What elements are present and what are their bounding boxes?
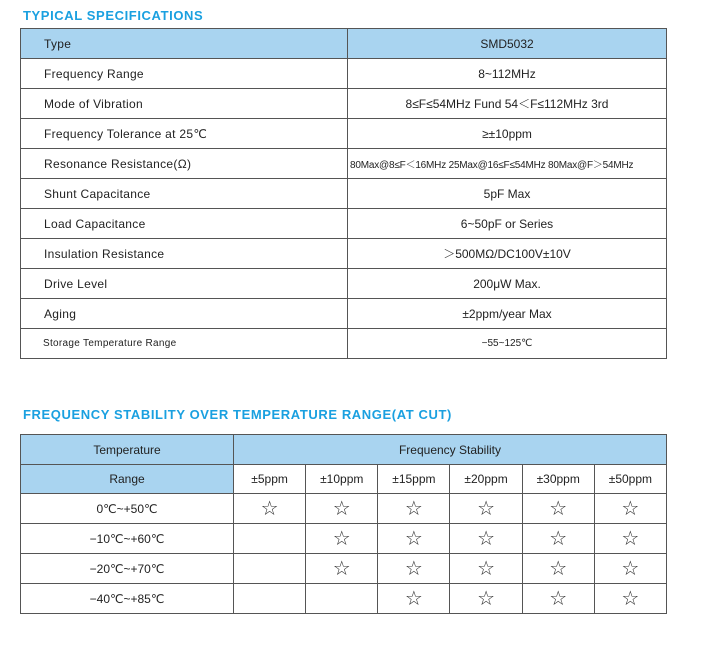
- spec-label: Aging: [21, 299, 348, 329]
- temperature-range: −20℃~+70℃: [21, 554, 234, 584]
- stability-row: [21, 584, 667, 614]
- star-icon: ☆: [477, 497, 496, 520]
- spec-row-type: [21, 29, 667, 59]
- spec-value: 8~112MHz: [348, 59, 667, 89]
- stability-subheader-row: [21, 465, 667, 494]
- mark-cell: [306, 494, 378, 524]
- star-icon: ☆: [549, 587, 568, 610]
- spec-label: Frequency Tolerance at 25℃: [21, 119, 348, 149]
- mark-cell: [450, 584, 522, 614]
- mark-cell: [594, 494, 666, 524]
- range-header: Range: [21, 465, 234, 494]
- spec-value: ≥±10ppm: [348, 119, 667, 149]
- star-icon: ☆: [621, 587, 640, 610]
- star-icon: ☆: [621, 497, 640, 520]
- mark-cell: [378, 494, 450, 524]
- temperature-range: −10℃~+60℃: [21, 524, 234, 554]
- mark-cell: [450, 524, 522, 554]
- mark-cell: [234, 524, 306, 554]
- star-icon: ☆: [332, 557, 351, 580]
- frequency-stability-header: Frequency Stability: [234, 435, 667, 465]
- spec-row-storage-temperature: [21, 329, 667, 359]
- spec-value: −55~125℃: [348, 329, 667, 359]
- mark-cell: [306, 524, 378, 554]
- spec-row-frequency-range: [21, 59, 667, 89]
- spec-value: 80Max@8≤F＜16MHz 25Max@16≤F≤54MHz 80Max@F＞54MHz: [348, 149, 667, 179]
- mark-cell: [522, 584, 594, 614]
- spec-label: Insulation Resistance: [21, 239, 348, 269]
- star-icon: ☆: [404, 587, 423, 610]
- temperature-range: 0℃~+50℃: [21, 494, 234, 524]
- spec-value: ±2ppm/year Max: [348, 299, 667, 329]
- ppm-header: ±50ppm: [594, 465, 666, 494]
- spec-row-resonance-resistance: [21, 149, 667, 179]
- star-icon: ☆: [621, 557, 640, 580]
- spec-label: Load Capacitance: [21, 209, 348, 239]
- star-icon: ☆: [549, 497, 568, 520]
- star-icon: ☆: [332, 527, 351, 550]
- star-icon: ☆: [549, 527, 568, 550]
- mark-cell: [234, 554, 306, 584]
- frequency-stability-table: [20, 434, 667, 614]
- ppm-header: ±20ppm: [450, 465, 522, 494]
- mark-cell: [450, 554, 522, 584]
- star-icon: ☆: [477, 587, 496, 610]
- ppm-header: ±15ppm: [378, 465, 450, 494]
- stability-row: [21, 524, 667, 554]
- specifications-table: [20, 28, 667, 359]
- star-icon: ☆: [404, 527, 423, 550]
- spec-label: Drive Level: [21, 269, 348, 299]
- star-icon: ☆: [404, 557, 423, 580]
- spec-row-shunt-capacitance: [21, 179, 667, 209]
- mark-cell: [234, 494, 306, 524]
- stability-row: [21, 554, 667, 584]
- mark-cell: [450, 494, 522, 524]
- spec-label: Type: [21, 29, 348, 59]
- ppm-header: ±30ppm: [522, 465, 594, 494]
- ppm-header: ±10ppm: [306, 465, 378, 494]
- stability-header-row: [21, 435, 667, 465]
- spec-row-mode-of-vibration: [21, 89, 667, 119]
- spec-row-aging: [21, 299, 667, 329]
- star-icon: ☆: [260, 497, 279, 520]
- spec-label: Resonance Resistance(Ω): [21, 149, 348, 179]
- spec-row-load-capacitance: [21, 209, 667, 239]
- ppm-header: ±5ppm: [234, 465, 306, 494]
- spec-label: Mode of Vibration: [21, 89, 348, 119]
- mark-cell: [594, 554, 666, 584]
- mark-cell: [522, 494, 594, 524]
- temperature-header: Temperature: [21, 435, 234, 465]
- spec-value: 200μW Max.: [348, 269, 667, 299]
- mark-cell: [594, 524, 666, 554]
- mark-cell: [378, 524, 450, 554]
- mark-cell: [522, 524, 594, 554]
- spec-value: SMD5032: [348, 29, 667, 59]
- mark-cell: [306, 584, 378, 614]
- star-icon: ☆: [477, 527, 496, 550]
- spec-label: Shunt Capacitance: [21, 179, 348, 209]
- star-icon: ☆: [621, 527, 640, 550]
- star-icon: ☆: [404, 497, 423, 520]
- spec-value: 6~50pF or Series: [348, 209, 667, 239]
- star-icon: ☆: [332, 497, 351, 520]
- mark-cell: [378, 584, 450, 614]
- spec-label: Storage Temperature Range: [21, 329, 348, 359]
- specifications-title: TYPICAL SPECIFICATIONS: [23, 8, 204, 23]
- mark-cell: [594, 584, 666, 614]
- mark-cell: [378, 554, 450, 584]
- spec-row-frequency-tolerance: [21, 119, 667, 149]
- star-icon: ☆: [477, 557, 496, 580]
- mark-cell: [306, 554, 378, 584]
- spec-value: 8≤F≤54MHz Fund 54＜F≤112MHz 3rd: [348, 89, 667, 119]
- mark-cell: [522, 554, 594, 584]
- spec-value: 5pF Max: [348, 179, 667, 209]
- stability-title: FREQUENCY STABILITY OVER TEMPERATURE RANGE(AT CUT): [23, 407, 452, 422]
- temperature-range: −40℃~+85℃: [21, 584, 234, 614]
- spec-row-insulation-resistance: [21, 239, 667, 269]
- stability-row: [21, 494, 667, 524]
- mark-cell: [234, 584, 306, 614]
- spec-row-drive-level: [21, 269, 667, 299]
- star-icon: ☆: [549, 557, 568, 580]
- spec-value: ＞500MΩ/DC100V±10V: [348, 239, 667, 269]
- spec-label: Frequency Range: [21, 59, 348, 89]
